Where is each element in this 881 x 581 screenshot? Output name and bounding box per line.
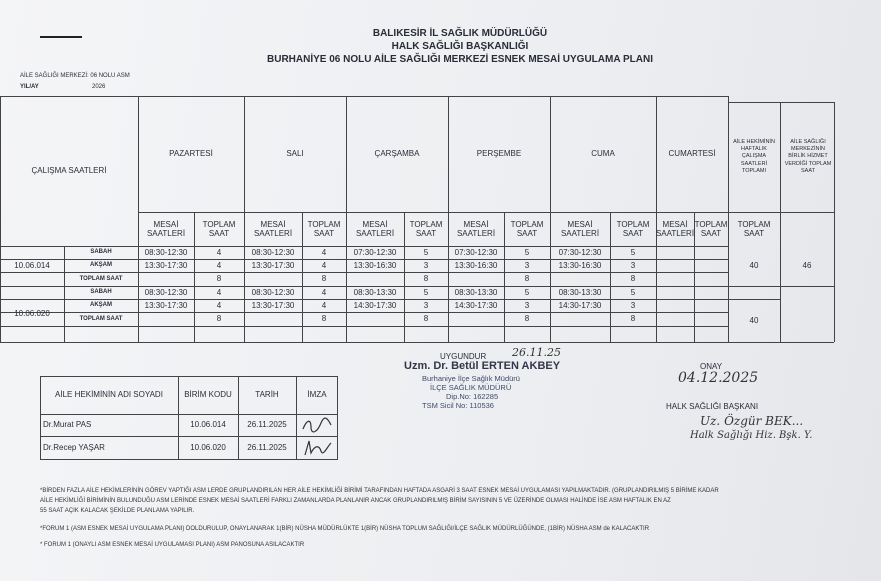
- u2-fri-day-total: 8: [630, 314, 636, 324]
- row-label-evening: AKŞAM: [90, 302, 112, 309]
- onay-label: ONAY: [700, 362, 723, 371]
- approver-reg-no: TSM Sicil No: 110536: [422, 401, 494, 410]
- signature-2: [296, 436, 338, 460]
- decorative-dash: [40, 36, 82, 38]
- subheader-hours: MESAİ SAATLERİ: [146, 219, 186, 238]
- subheader-hours: MESAİ SAATLERİ: [253, 219, 293, 238]
- subheader-hours-saturday: MESAİ SAATLERİ: [655, 219, 695, 238]
- u2-thu-morning: 08:30-13:30: [454, 287, 498, 297]
- handwritten-date-right: 04.12.2025: [678, 370, 759, 386]
- u2-wed-evening: 14:30-17:30: [353, 300, 397, 310]
- col-header-date: TARİH: [255, 390, 279, 400]
- u1-mon-day-total: 8: [216, 274, 222, 284]
- center-service-hours-header: AİLE SAĞLIĞI MERKEZİNİN BİRLİK HİZMET VERDİĞİ TOPLAM SAAT: [784, 139, 832, 174]
- note-1b: AİLE HEKİMLİĞİ BİRİMİNİN BULUNDUĞU ASM LERİNDE ESNEK MESAİ SAATLERİ FARKLI ZAMANLARDA PLANLANIR ANCAK GRUPLANDIRILMIŞ BİRİM SAYISININ 5 VE ÜZERİNDE OLMASI HALİNDE İSE ASM HAFTALIK EN AZ: [40, 498, 671, 504]
- u2-mon-evening-total: 4: [216, 300, 222, 310]
- subheader-hours: MESAİ SAATLERİ: [560, 219, 600, 238]
- u1-tue-morning: 08:30-12:30: [251, 247, 295, 257]
- physician-signature-table: [40, 376, 338, 460]
- unit-code-1: 10.06.014: [14, 261, 50, 271]
- physician-unit-2: 10.06.020: [190, 443, 226, 453]
- u1-wed-morning-total: 5: [423, 247, 429, 257]
- approver-title: Burhaniye İlçe Sağlık Müdürü: [422, 374, 520, 383]
- u2-wed-day-total: 8: [423, 314, 429, 324]
- note-1c: 55 SAAT AÇIK KALACAK ŞEKİLDE PLANLAMA YAPILIR.: [40, 508, 195, 514]
- approver-stamp-line: İLÇE SAĞLIK MÜDÜRÜ: [430, 383, 512, 392]
- physician-date-1: 26.11.2025: [247, 420, 287, 430]
- header-line-2: HALK SAĞLIĞI BAŞKANLIĞI: [391, 41, 529, 52]
- schedule-table: [0, 96, 840, 344]
- subheader-total-hours: TOPLAM SAAT: [737, 219, 771, 238]
- day-header-saturday: CUMARTESİ: [668, 149, 716, 159]
- u1-tue-evening: 13:30-17:30: [251, 260, 295, 270]
- subheader-total: TOPLAM SAAT: [202, 219, 236, 238]
- day-header-friday: CUMA: [591, 149, 615, 159]
- u1-fri-evening: 13:30-16:30: [558, 260, 602, 270]
- u2-tue-morning: 08:30-12:30: [251, 287, 295, 297]
- physician-name-1: Dr.Murat PAS: [43, 420, 92, 430]
- physician-unit-1: 10.06.014: [190, 420, 226, 430]
- unit-code-2: 10.06.020: [14, 309, 50, 319]
- u2-mon-day-total: 8: [216, 314, 222, 324]
- u2-tue-evening-total: 4: [321, 300, 327, 310]
- u1-fri-morning-total: 5: [630, 247, 636, 257]
- handwritten-date-center: 26.11.25: [512, 346, 561, 359]
- u2-fri-morning-total: 5: [630, 287, 636, 297]
- u2-thu-morning-total: 5: [524, 287, 530, 297]
- u2-thu-evening: 14:30-17:30: [454, 300, 498, 310]
- u1-weekly-total: 40: [749, 261, 759, 271]
- day-header-wednesday: ÇARŞAMBA: [374, 149, 420, 159]
- u2-fri-morning: 08:30-13:30: [558, 287, 602, 297]
- physician-weekly-hours-header: AİLE HEKİMİNİN HAFTALIK ÇALIŞMA SAATLERİ TOPLAMI: [733, 139, 775, 174]
- year-value: 2026: [92, 84, 106, 90]
- physician-name-2: Dr.Recep YAŞAR: [43, 443, 105, 453]
- u2-wed-morning-total: 5: [423, 287, 429, 297]
- working-hours-header: ÇALIŞMA SAATLERİ: [31, 166, 107, 176]
- u2-wed-morning: 08:30-13:30: [353, 287, 397, 297]
- u1-mon-morning: 08:30-12:30: [144, 247, 188, 257]
- center-service-total: 46: [802, 261, 812, 271]
- u1-thu-evening-total: 3: [524, 260, 530, 270]
- director-stamp-name: Uz. Özgür BEK...: [700, 414, 804, 428]
- subheader-total: TOPLAM SAAT: [510, 219, 544, 238]
- col-header-signature: İMZA: [307, 390, 327, 400]
- note-3: * FORUM 1 (ONAYLI ASM ESNEK MESAİ UYGULAMASI PLANI) ASM PANOSUNA ASILACAKTIR: [40, 542, 305, 548]
- subheader-total: TOPLAM SAAT: [616, 219, 650, 238]
- u2-tue-evening: 13:30-17:30: [251, 300, 295, 310]
- u1-fri-evening-total: 3: [630, 260, 636, 270]
- col-header-physician: AİLE HEKİMİNİN ADI SOYADI: [55, 390, 163, 400]
- u1-mon-evening-total: 4: [216, 260, 222, 270]
- day-header-monday: PAZARTESİ: [169, 149, 213, 159]
- u1-tue-morning-total: 4: [321, 247, 327, 257]
- u1-wed-evening: 13:30-16:30: [353, 260, 397, 270]
- note-2: *FORUM 1 (ASM ESNEK MESAİ UYGULAMA PLANI) DOLDURULUP, ONAYLANARAK 1(BİR) NÜSHA MÜDÜRLÜKTE 1(BİR) NÜSHA TOPLUM SAĞLIĞI/İLÇE SAĞLIK MÜDÜRLÜĞÜNDE, (1BİR) NÜSHA ASM de KALACAKTIR: [40, 526, 650, 532]
- subheader-hours: MESAİ SAATLERİ: [355, 219, 395, 238]
- u2-fri-evening-total: 3: [630, 300, 636, 310]
- day-header-tuesday: SALI: [286, 149, 304, 159]
- u1-tue-evening-total: 4: [321, 260, 327, 270]
- header-line-1: BALIKESİR İL SAĞLIK MÜDÜRLÜĞÜ: [372, 28, 548, 39]
- physician-date-2: 26.11.2025: [247, 443, 287, 453]
- u1-fri-day-total: 8: [630, 274, 636, 284]
- u2-thu-evening-total: 3: [524, 300, 530, 310]
- col-header-unit-code: BİRİM KODU: [184, 390, 232, 400]
- row-label-morning: SABAH: [90, 249, 112, 256]
- year-month-label: YIL/AY: [20, 84, 39, 90]
- u2-fri-evening: 14:30-17:30: [558, 300, 602, 310]
- u1-mon-morning-total: 4: [216, 247, 222, 257]
- u2-mon-evening: 13:30-17:30: [144, 300, 188, 310]
- u2-tue-day-total: 8: [321, 314, 327, 324]
- u1-thu-morning: 07:30-12:30: [454, 247, 498, 257]
- subheader-total: TOPLAM SAAT: [409, 219, 443, 238]
- u1-wed-morning: 07:30-12:30: [353, 247, 397, 257]
- u2-tue-morning-total: 4: [321, 287, 327, 297]
- note-1a: *BİRDEN FAZLA AİLE HEKİMLERİNİN GÖREV YAPTIĞI ASM LERDE GRUPLANDIRILAN HER AİLE HEKİMLİĞİ BİRİMİ TARAFINDAN HAFTADA ASGARİ 3 SAAT ESNEK MESAİ UYGULAMASI YAPILMAKTADIR. (GRUPLANDIRILMIŞ 5 BİRİME KADAR: [40, 488, 719, 494]
- u1-tue-day-total: 8: [321, 274, 327, 284]
- row-label-total: TOPLAM SAAT: [79, 315, 123, 322]
- director-stamp-title: Halk Sağlığı Hiz. Bşk. Y.: [690, 430, 813, 441]
- row-label-morning: SABAH: [90, 289, 112, 296]
- subheader-total: TOPLAM SAAT: [307, 219, 341, 238]
- approver-name: Uzm. Dr. Betül ERTEN AKBEY: [404, 360, 561, 372]
- subheader-total-saturday: TOPLAM SAAT: [694, 219, 728, 238]
- u1-thu-day-total: 8: [524, 274, 530, 284]
- header-line-3: BURHANİYE 06 NOLU AİLE SAĞLIĞI MERKEZİ ESNEK MESAİ UYGULAMA PLANI: [267, 54, 653, 65]
- asm-label: AİLE SAĞLIĞI MERKEZİ: 06 NOLU ASM: [20, 73, 130, 79]
- u1-thu-evening: 13:30-16:30: [454, 260, 498, 270]
- signature-1: [296, 414, 338, 436]
- row-label-evening: AKŞAM: [90, 262, 112, 269]
- u2-mon-morning: 08:30-12:30: [144, 287, 188, 297]
- u2-thu-day-total: 8: [524, 314, 530, 324]
- row-label-total: TOPLAM SAAT: [79, 275, 123, 282]
- u1-mon-evening: 13:30-17:30: [144, 260, 188, 270]
- subheader-hours: MESAİ SAATLERİ: [456, 219, 496, 238]
- u1-fri-morning: 07:30-12:30: [558, 247, 602, 257]
- u2-mon-morning-total: 4: [216, 287, 222, 297]
- day-header-thursday: PERŞEMBE: [476, 149, 522, 159]
- u1-thu-morning-total: 5: [524, 247, 530, 257]
- approved-label: UYGUNDUR: [440, 352, 487, 361]
- u1-wed-evening-total: 3: [423, 260, 429, 270]
- approver-dip-no: Dip.No: 162285: [446, 392, 499, 401]
- directorate-label: HALK SAĞLIĞI BAŞKANI: [666, 402, 759, 411]
- u1-wed-day-total: 8: [423, 274, 429, 284]
- u2-wed-evening-total: 3: [423, 300, 429, 310]
- u2-weekly-total: 40: [749, 315, 759, 325]
